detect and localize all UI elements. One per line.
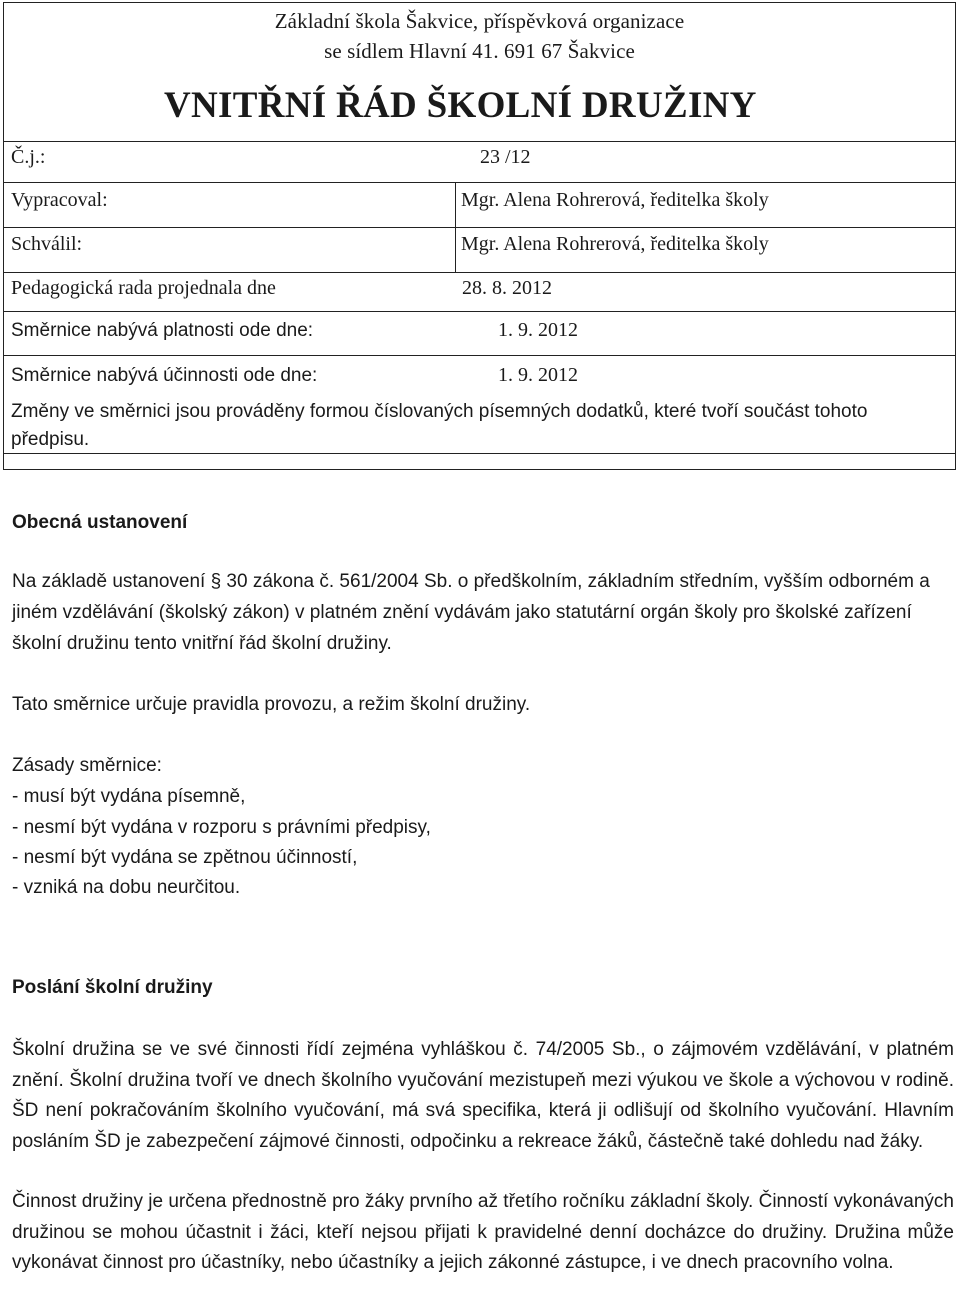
principle-item: - vzniká na dobu neurčitou. [12,877,241,898]
principle-item: - nesmí být vydána v rozporu s právními předpisy, [12,817,431,838]
org-address: se sídlem Hlavní 41. 691 67 Šakvice [324,39,635,63]
prepared-value: Mgr. Alena Rohrerová, ředitelka školy [461,189,769,211]
general-paragraph-2: Tato směrnice určuje pravidla provozu, a režim školní družiny. [12,694,531,715]
general-heading: Obecná ustanovení [12,512,188,533]
row-divider [4,453,955,454]
general-paragraph-1: Na základě ustanovení § 30 zákona č. 561/2004 Sb. o předškolním, základním středním, vyšším odborném a jiném vzdělávání (školský zákon) v platném znění vydávám jako statutární orgán školy pro školské zařízení školní družinu tento vnitřní řád školní družiny. [12,571,930,654]
mission-heading: Poslání školní družiny [12,977,213,998]
row-divider [4,311,955,312]
prepared-label: Vypracoval: [11,189,108,211]
row-divider [4,182,955,183]
cj-label: Č.j.: [11,146,46,168]
validity-value: 1. 9. 2012 [498,319,578,341]
council-value: 28. 8. 2012 [462,277,552,299]
validity-label: Směrnice nabývá platnosti ode dne: [11,320,314,341]
effect-value: 1. 9. 2012 [498,364,578,386]
document-title: VNITŘNÍ ŘÁD ŠKOLNÍ DRUŽINY [164,85,757,126]
changes-note: Změny ve směrnici jsou prováděny formou číslovaných písemných dodatků, které tvoří součást tohoto předpisu. [11,401,868,450]
mission-paragraph-1: Školní družina se ve své činnosti řídí zejména vyhláškou č. 74/2005 Sb., o zájmovém vzdělávání, v platném znění. Školní družina tvoří ve dnech školního vyučování mezistupeň mezi výukou ve škole a výchovou v rodině. ŠD není pokračováním školního vyučování, má svá specifika, která ji odlišují od školního vyučování. Hlavním posláním ŠD je zabezpečení zájmové činnosti, odpočinku a rekreace žáků, částečně také dohledu nad žáky. [12,1039,954,1152]
approved-label: Schválil: [11,233,83,255]
approved-value: Mgr. Alena Rohrerová, ředitelka školy [461,233,769,255]
row-divider [4,272,955,273]
row-divider [4,141,955,142]
principles-heading: Zásady směrnice: [12,755,162,776]
row-divider [4,355,955,356]
principle-item: - nesmí být vydána se zpětnou účinností, [12,847,358,868]
mission-paragraph-2: Činnost družiny je určena přednostně pro žáky prvního až třetího ročníku základní školy. Činností vykonávaných družinou se mohou účastnit i žáci, kteří nejsou přijati k pravidelné denní docházce do družiny. Družina může vykonávat činnost pro účastníky, nebo účastníky a jejich zákonné zástupce, i ve dnech pracovního volna. [12,1191,954,1274]
effect-label: Směrnice nabývá účinnosti ode dne: [11,365,318,386]
principle-item: - musí být vydána písemně, [12,786,246,807]
org-name: Základní škola Šakvice, příspěvková organizace [274,9,685,33]
header-table [3,2,956,470]
council-label: Pedagogická rada projednala dne [11,277,276,299]
cj-value: 23 /12 [480,146,531,168]
row-divider [4,227,955,228]
